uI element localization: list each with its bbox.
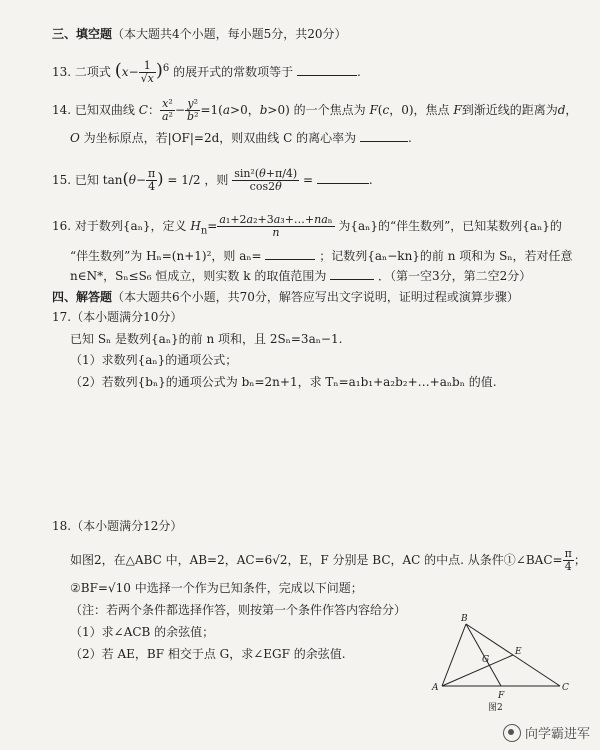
q15-number: 15. bbox=[52, 173, 72, 187]
q13-prefix: 二项式 bbox=[74, 65, 111, 79]
q16-line-3b: ．（第一空3分，第二空2分） bbox=[377, 269, 532, 283]
q16-line-3a: n∈N*，Sₙ≤S₆ 恒成立，则实数 k 的取值范围为 bbox=[70, 269, 327, 283]
label-g: G bbox=[482, 655, 490, 665]
question-14-line-2: O 为坐标原点，若|OF|=2d，则双曲线 C 的离心率为 . bbox=[70, 131, 412, 145]
q16-line-2b: ；记数列{aₙ−kn}的前 n 项和为 Sₙ，若对任意 bbox=[319, 249, 573, 263]
section-3-note: （本大题共4个小题，每小题5分，共20分） bbox=[112, 27, 347, 41]
q14-answer-blank[interactable] bbox=[360, 141, 408, 142]
q13-fraction: $\frac{1}{√x}$ bbox=[140, 59, 154, 85]
figure-caption: 图2 bbox=[488, 703, 503, 712]
q17-stem: 已知 Sₙ 是数列{aₙ}的前 n 项和，且 2Sₙ=3aₙ−1. bbox=[70, 332, 343, 346]
q18-note: （注：若两个条件都选择作答，则按第一个条件作答内容给分） bbox=[70, 603, 407, 617]
question-18-header bbox=[52, 518, 182, 534]
q17-part-2: （2）若数列{bₙ}的通项公式为 bₙ=2n+1，求 Tₙ=a₁b₁+a₂b₂+…+aₙbₙ 的值. bbox=[70, 375, 497, 389]
section-4-title: 四、解答题 bbox=[52, 290, 113, 304]
q16-line-2a: “伴生数列”为 Hₙ=(n+1)²，则 aₙ= bbox=[70, 249, 262, 263]
q18-condition-2: ②BF=√10 中选择一个作为已知条件，完成以下问题； bbox=[70, 581, 363, 595]
q16-number: 16. bbox=[52, 219, 72, 233]
q15-expression: $\frac{\text{sin²(θ+π/4)}}{\cos 2\theta}$ bbox=[234, 167, 298, 193]
q17-points: （本小题满分10分） bbox=[71, 310, 183, 324]
q18-stem: 如图2，在△ABC 中，AB=2，AC=6√2，E，F 分别是 BC，AC 的中点. 从条件①∠BAC= $\frac{\pi}{4}$ ； bbox=[70, 547, 586, 573]
label-a: A bbox=[432, 683, 439, 693]
q13-answer-blank[interactable] bbox=[297, 75, 357, 76]
question-13: 13. 二项式 (x− $\frac{1}{√x}$ )$^6$ 的展开式的常数项等于 . bbox=[52, 59, 361, 85]
watermark bbox=[503, 723, 590, 742]
question-16-line-3 bbox=[70, 268, 531, 284]
q14-text-c: ，焦点 bbox=[413, 103, 450, 117]
watermark-text: 向学霸进军 bbox=[524, 727, 590, 742]
section-4-note: （本大题共6个小题，共70分，解答应写出文字说明，证明过程或演算步骤） bbox=[112, 290, 519, 304]
q16-line-1a: 对于数列{aₙ}，定义 bbox=[74, 219, 187, 233]
q18-points: （本小题满分12分） bbox=[71, 519, 183, 533]
section-3-title: 三、填空题 bbox=[52, 27, 113, 41]
label-c: C bbox=[562, 683, 569, 693]
q13-number: 13. bbox=[52, 65, 72, 79]
q13-power: 6 bbox=[162, 63, 170, 74]
q14-text-b: 的一个焦点为 bbox=[293, 103, 366, 117]
q13-suffix: 的展开式的常数项等于 bbox=[173, 65, 294, 79]
q14-text-a: 已知双曲线 bbox=[74, 103, 135, 117]
label-e: E bbox=[515, 647, 522, 657]
q18-stem-end: ； bbox=[573, 553, 586, 567]
wechat-logo-icon bbox=[503, 724, 521, 742]
q15-text-b: ，则 bbox=[204, 173, 229, 187]
figure-2 bbox=[428, 612, 574, 712]
q17-part-1: （1）求数列{aₙ}的通项公式； bbox=[70, 353, 238, 367]
q18-part-1: （1）求∠ACB 的余弦值； bbox=[70, 625, 215, 639]
q18-part-2: （2）若 AE，BF 相交于点 G，求∠EGF 的余弦值. bbox=[70, 647, 346, 661]
label-f: F bbox=[498, 691, 505, 701]
q17-number: 17. bbox=[52, 310, 72, 324]
q18-number: 18. bbox=[52, 519, 72, 533]
q14-line-2: 为坐标原点，若|OF|=2d，则双曲线 C 的离心率为 bbox=[83, 131, 357, 145]
q16-answer-blank-2[interactable] bbox=[330, 279, 374, 280]
q14-text-d: 到渐近线的距离为 bbox=[461, 103, 558, 117]
q16-answer-blank-1[interactable] bbox=[265, 259, 315, 260]
q13-binomial: (x− $\frac{1}{√x}$ )$^6$ bbox=[114, 59, 170, 85]
question-17-header bbox=[52, 309, 182, 325]
q18-stem-text: 如图2，在△ABC 中，AB=2，AC=6√2，E，F 分别是 BC，AC 的中点. 从条件①∠BAC= bbox=[70, 553, 563, 567]
section-4-header bbox=[52, 289, 519, 305]
section-3-header bbox=[52, 26, 347, 42]
q14-frac-y: $\frac{\text{y²}}{\text{b²}}$ bbox=[187, 97, 199, 123]
question-15: 15. 已知 tan(θ− $\frac{\pi}{4}$ ) = 1/2 ，则 $\frac{\text{sin²(θ+π/4)}}{\cos 2\theta}$ = . bbox=[52, 167, 373, 193]
q16-line-1b: 为{aₙ}的“伴生数列”，已知某数列{aₙ}的 bbox=[338, 219, 562, 233]
question-16-line-1: 16. 对于数列{aₙ}，定义 $H_n=$ $\frac{\text{a₁+2a₂+3a₃+…+naₙ}}{n}$ 为{aₙ}的“伴生数列”，已知某数列{aₙ}的 bbox=[52, 213, 562, 239]
q16-definition: $\frac{\text{a₁+2a₂+3a₃+…+naₙ}}{n}$ bbox=[219, 213, 333, 239]
q15-answer-blank[interactable] bbox=[317, 183, 369, 184]
q15-text-a: 已知 bbox=[74, 173, 99, 187]
label-b: B bbox=[461, 614, 468, 624]
q14-number: 14. bbox=[52, 103, 72, 117]
q14-frac-x: $\frac{\text{x²}}{\text{a²}}$ bbox=[161, 97, 173, 123]
question-16-line-2 bbox=[70, 248, 573, 264]
question-14-line-1: 14. 已知双曲线 C： $\frac{\text{x²}}{\text{a²}}$ − $\frac{\text{y²}}{\text{b²}}$ =1(a>0，b>0) 的一个焦点为 F(c，0)，焦点 F到渐近线的距离为d， bbox=[52, 97, 578, 123]
q15-value: = 1/2 bbox=[167, 173, 201, 187]
